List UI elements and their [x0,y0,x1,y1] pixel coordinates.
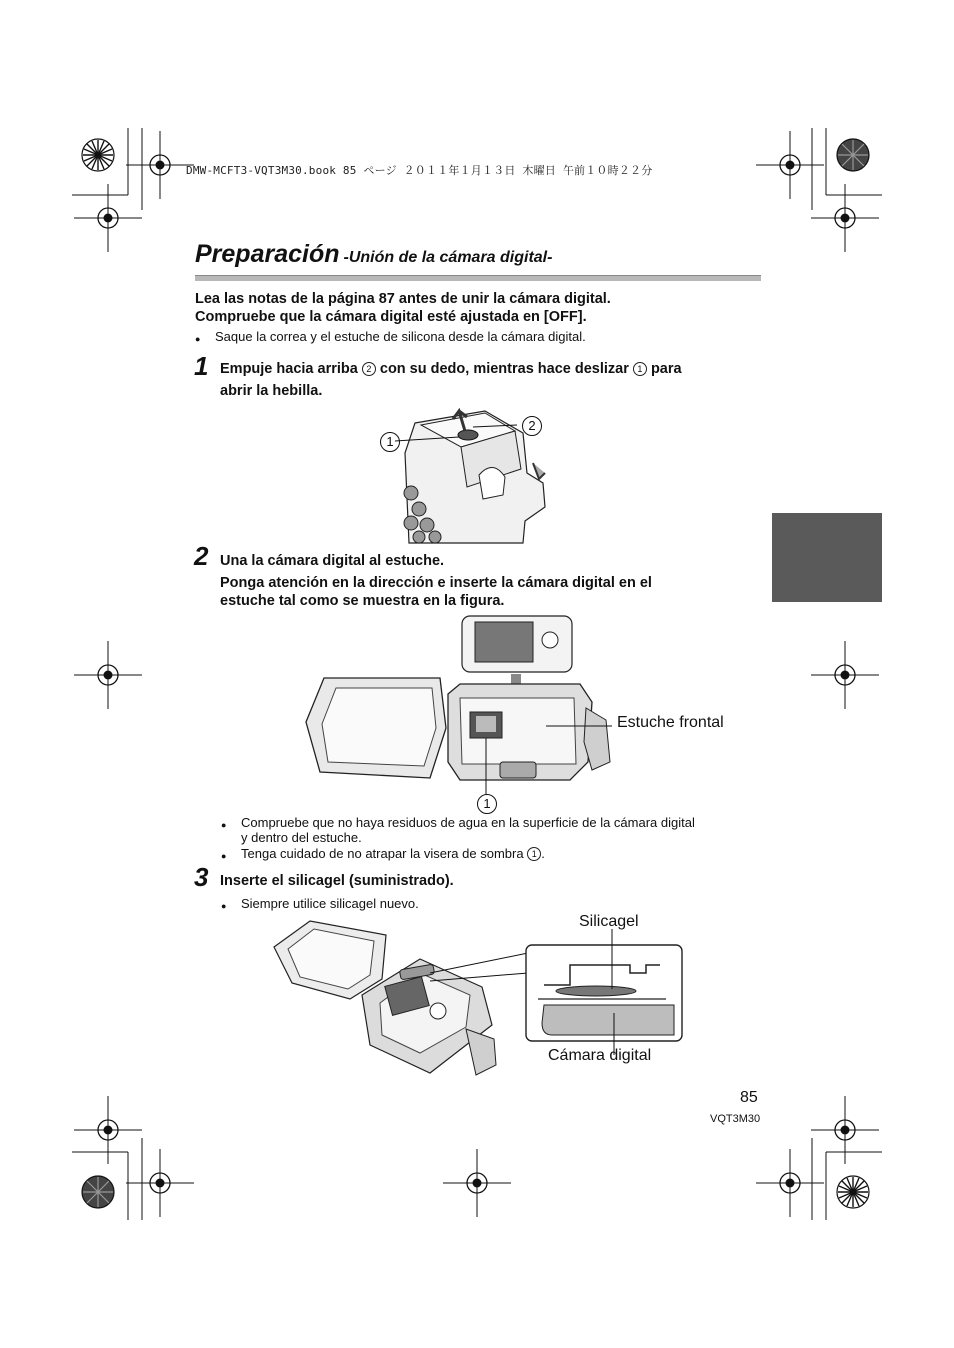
step-3-bullet: ● Siempre utilice silicagel nuevo. [241,896,419,912]
step-3-line-1: Inserte el silicagel (suministrado). [220,873,454,889]
section-tab [772,513,882,602]
title-sub: -Unión de la cámara digital- [343,249,553,266]
step-1-text-b: con su dedo, mientras hace deslizar [379,361,629,377]
step-2-line-3: estuche tal como se muestra en la figura. [220,593,505,609]
title-rule [195,275,761,281]
callout-1-step2: 1 [477,794,497,814]
marker-2: 2 [362,362,376,376]
document-code: VQT3M30 [710,1113,761,1125]
intro-bullet: ● Saque la correa y el estuche de silicona desde la cámara digital. [215,329,586,345]
callout-1-step1: 1 [380,432,400,452]
book-file-header: DMW-MCFT3-VQT3M30.book 85 ページ ２０１１年１月１３日 木曜日 午前１０時２２分 [186,164,653,177]
step-2-bullet-2-text: Tenga cuidado de no atrapar la visera de sombra [241,846,524,861]
step-1-text [220,360,682,378]
callout-2-step1: 2 [522,416,542,436]
intro-line-2: Compruebe que la cámara digital esté ajustada en [OFF]. [195,309,587,325]
case-open-illustration [300,612,620,797]
page-number: 85 [740,1089,758,1106]
step-1-number: 1 [194,351,209,381]
page-title [195,240,761,269]
intro-line-1: Lea las notas de la página 87 antes de unir la cámara digital. [195,291,611,307]
step-2-line-1: Una la cámara digital al estuche. [220,553,445,569]
step-2-bullet-1-cont: y dentro del estuche. [241,830,362,845]
marker-1: 1 [633,362,647,376]
label-silicagel: Silicagel [579,913,639,930]
title-main: Preparación [195,240,340,268]
step-3-number: 3 [194,862,209,892]
step-1-text-a: Empuje hacia arriba [220,361,358,377]
step-1-line-2: abrir la hebilla. [220,383,323,399]
label-front-case: Estuche frontal [617,714,724,731]
step-2-line-2: Ponga atención en la dirección e inserte la cámara digital en el [220,575,652,591]
label-digital-camera: Cámara digital [548,1047,652,1064]
step-2-bullet-2 [241,846,545,862]
step-2-bullet-1: ● Compruebe que no haya residuos de agua en la superficie de la cámara digital [241,815,695,831]
step-2-number: 2 [194,541,209,571]
marker-1-bullet: 1 [527,847,541,861]
step-2-bullet-2-end: . [541,846,545,861]
step-1-text-c: para [650,361,682,377]
